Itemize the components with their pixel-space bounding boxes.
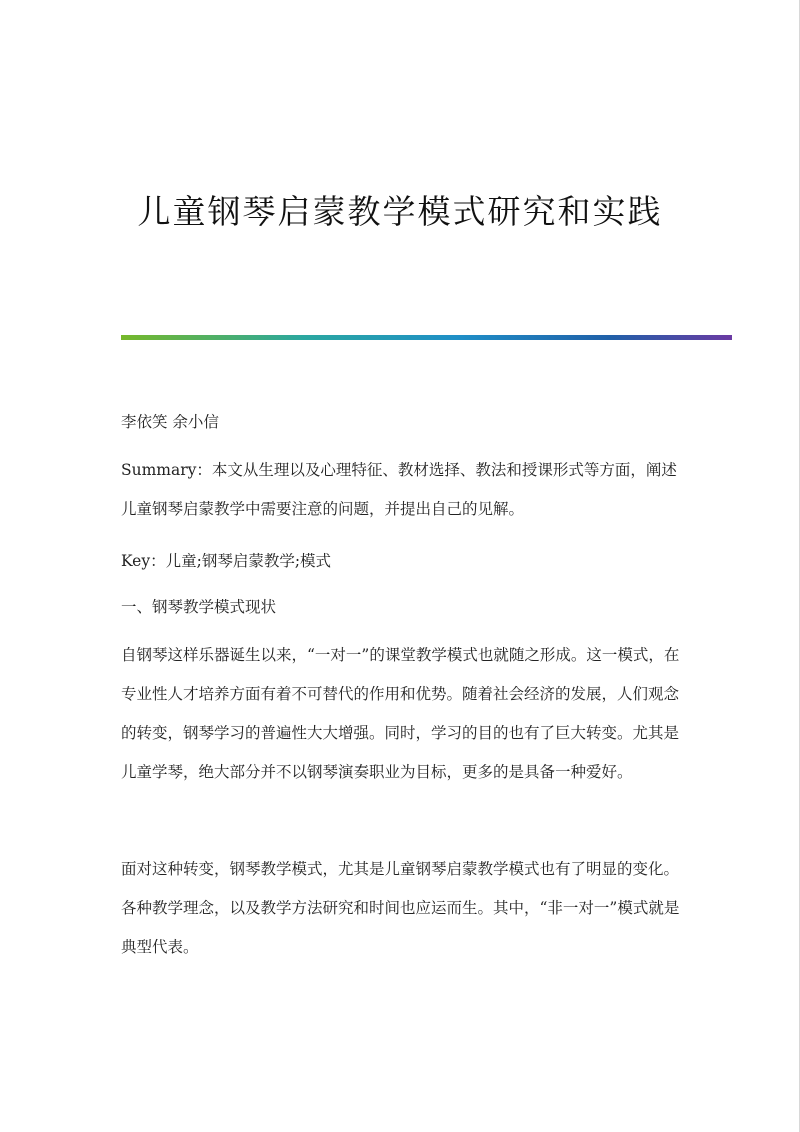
section-heading: 一、钢琴教学模式现状 bbox=[121, 598, 277, 616]
authors-line: 李依笑 余小信 bbox=[121, 413, 219, 431]
document-title: 儿童钢琴启蒙教学模式研究和实践 bbox=[137, 192, 663, 231]
body-paragraph-1: 自钢琴这样乐器诞生以来，“一对一”的课堂教学模式也就随之形成。这一模式，在专业性人才培养方面有着不可替代的作用和优势。随着社会经济的发展，人们观念的转变，钢琴学习的普遍性大大增强。同时，学习的目的也有了巨大转变。尤其是儿童学琴，绝大部分并不以钢琴演奏职业为目标，更多的是具备一种爱好。 bbox=[121, 646, 680, 781]
keywords-line: Key：儿童;钢琴启蒙教学;模式 bbox=[121, 552, 332, 570]
title-divider-rule bbox=[121, 335, 732, 340]
body-paragraph-2: 面对这种转变，钢琴教学模式，尤其是儿童钢琴启蒙教学模式也有了明显的变化。各种教学理念，以及教学方法研究和时间也应运而生。其中，“非一对一”模式就是典型代表。 bbox=[121, 860, 680, 956]
summary-paragraph: Summary：本文从生理以及心理特征、教材选择、教法和授课形式等方面，阐述儿童钢琴启蒙教学中需要注意的问题，并提出自己的见解。 bbox=[121, 461, 677, 518]
